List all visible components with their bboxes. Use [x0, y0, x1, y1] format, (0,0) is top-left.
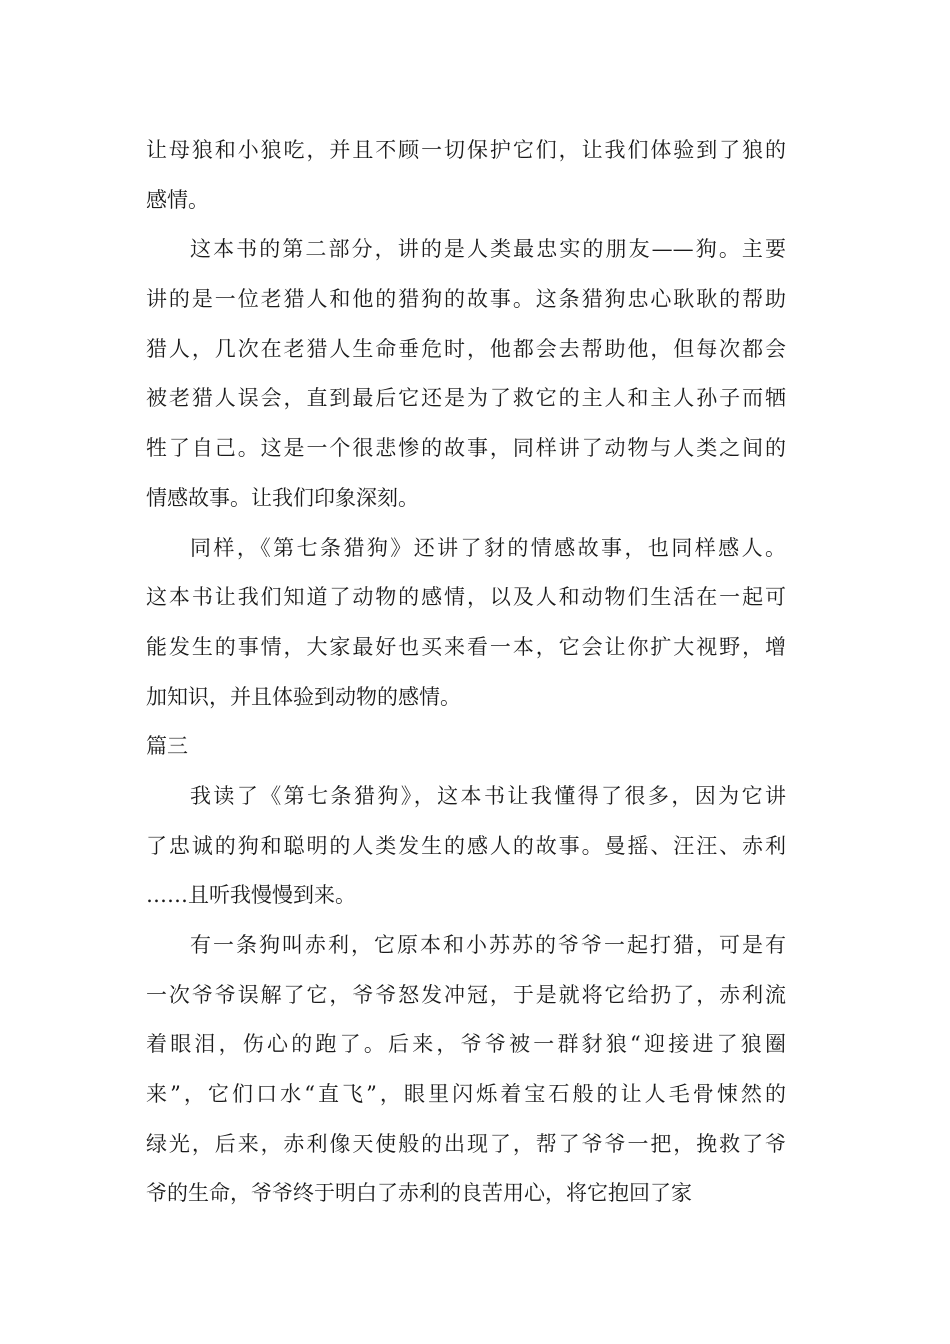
text-line: 被老猎人误会，直到最后它还是为了救它的主人和主人孙子而牺	[146, 386, 786, 411]
text-line: 这本书让我们知道了动物的感情，以及人和动物们生活在一起可	[146, 585, 786, 610]
text-line: 有一条狗叫赤利，它原本和小苏苏的爷爷一起打猎，可是有	[190, 933, 786, 957]
text-line: 感情。	[146, 187, 209, 212]
text-line: 这本书的第二部分，讲的是人类最忠实的朋友——狗。主要	[190, 237, 786, 262]
text-line: 着眼泪，伤心的跑了。后来，爷爷被一群豺狼“迎接进了狼圈	[146, 1032, 786, 1057]
text-line: 一次爷爷误解了它，爷爷怒发冲冠，于是就将它给扔了，赤利流	[146, 982, 786, 1007]
text-line: 来”，它们口水“直飞”，眼里闪烁着宝石般的让人毛骨悚然的	[146, 1082, 786, 1107]
text-line: 绿光，后来，赤利像天使般的出现了，帮了爷爷一把，挽救了爷	[146, 1131, 786, 1156]
text-line: 情感故事。让我们印象深刻。	[146, 485, 419, 510]
section-heading: 篇三	[146, 734, 188, 759]
text-line: 让母狼和小狼吃，并且不顾一切保护它们，让我们体验到了狼的	[146, 138, 786, 162]
text-line: ……且听我慢慢到来。	[146, 883, 356, 908]
text-line: 牲了自己。这是一个很悲惨的故事，同样讲了动物与人类之间的	[146, 436, 786, 461]
text-line: 能发生的事情，大家最好也买来看一本，它会让你扩大视野，增	[146, 634, 786, 659]
text-line: 我读了《第七条猎狗》，这本书让我懂得了很多，因为它讲	[190, 783, 786, 808]
text-line: 同样，《第七条猎狗》还讲了豺的情感故事，也同样感人。	[190, 535, 786, 560]
document-body	[146, 126, 786, 1219]
document-page	[146, 126, 786, 1219]
text-line: 爷的生命，爷爷终于明白了赤利的良苦用心，将它抱回了家	[146, 1181, 692, 1206]
text-line: 了忠诚的狗和聪明的人类发生的感人的故事。曼摇、汪汪、赤利	[146, 833, 786, 858]
text-line: 猎人，几次在老猎人生命垂危时，他都会去帮助他，但每次都会	[146, 336, 786, 361]
text-line: 加知识，并且体验到动物的感情。	[146, 684, 461, 709]
text-line: 讲的是一位老猎人和他的猎狗的故事。这条猎狗忠心耿耿的帮助	[146, 287, 786, 312]
